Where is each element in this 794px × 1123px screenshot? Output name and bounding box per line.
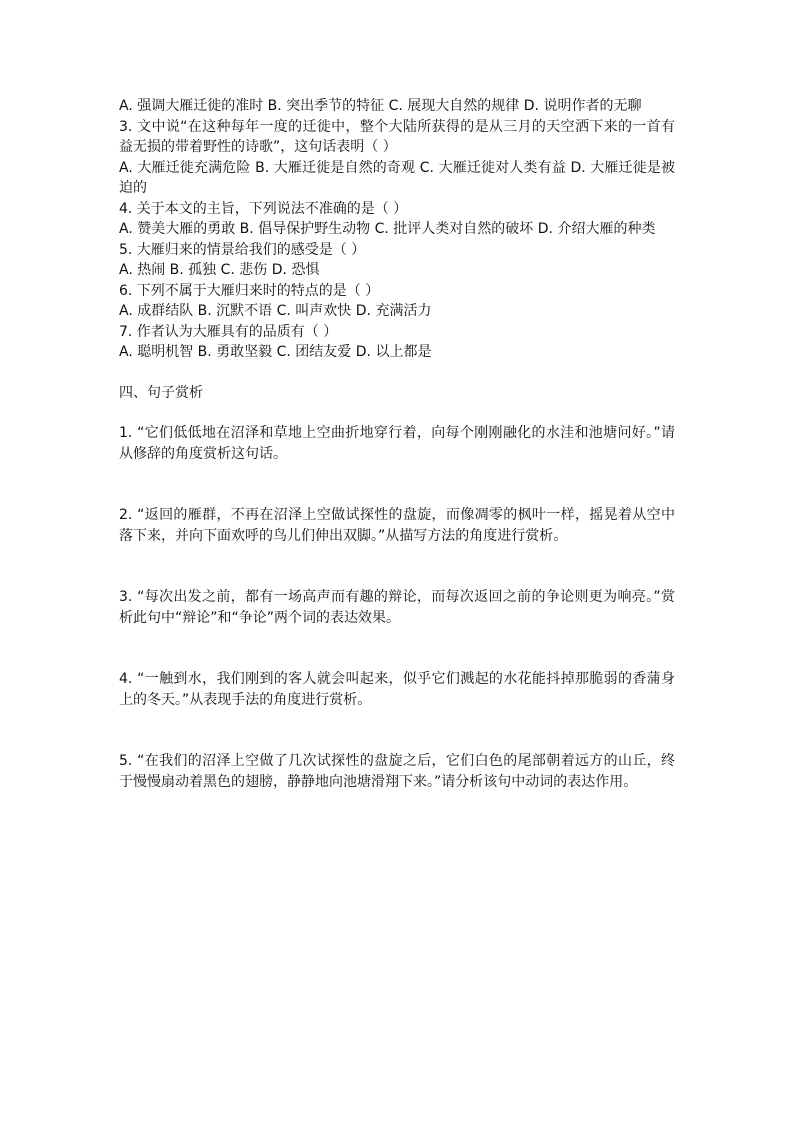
question-4-options: A. 赞美大雁的勇敢 B. 倡导保护野生动物 C. 批评人类对自然的破坏 D. 介绍大雁的种类	[119, 221, 656, 237]
sentence-question-2: 2. “返回的雁群，不再在沼泽上空做试探性的盘旋，而像凋零的枫叶一样，摇晃着从空中落下来，并向下面欢呼的鸟儿们伸出双脚。”从描写方法的角度进行赏析。	[119, 507, 675, 544]
question-3-options: A. 大雁迁徙充满危险 B. 大雁迁徙是自然的奇观 C. 大雁迁徙对人类有益 D. 大雁迁徙是被迫的	[119, 159, 675, 196]
answer-space-1	[119, 464, 675, 505]
question-6-stem: 6. 下列不属于大雁归来时的特点的是（ ）	[119, 282, 380, 299]
worksheet-page	[119, 96, 675, 792]
question-7-stem: 7. 作者认为大雁具有的品质有（ ）	[119, 323, 338, 340]
section-4-title: 四、句子赏析	[119, 384, 203, 401]
question-6-options: A. 成群结队 B. 沉默不语 C. 叫声欢快 D. 充满活力	[119, 303, 432, 319]
question-5-options: A. 热闹 B. 孤独 C. 悲伤 D. 恐惧	[119, 262, 320, 278]
sentence-question-3: 3. “每次出发之前，都有一场高声而有趣的辩论，而每次返回之前的争论则更为响亮。”赏析此句中“辩论”和“争论”两个词的表达效果。	[119, 589, 675, 626]
answer-space-3	[119, 628, 675, 669]
question-5-stem: 5. 大雁归来的情景给我们的感受是（ ）	[119, 241, 366, 258]
sentence-question-1: 1. “它们低低地在沼泽和草地上空曲折地穿行着，向每个刚刚融化的水洼和池塘问好。”请从修辞的角度赏析这句话。	[119, 425, 675, 462]
question-4-stem: 4. 关于本文的主旨，下列说法不准确的是（ ）	[119, 200, 408, 217]
question-3-stem: 3. 文中说“在这种每年一度的迁徙中，整个大陆所获得的是从三月的天空洒下来的一首有益无损的带着野性的诗歌”，这句话表明（ ）	[119, 118, 675, 155]
question-2-options: A. 强调大雁迁徙的准时 B. 突出季节的特征 C. 展现大自然的规律 D. 说明作者的无聊	[119, 98, 642, 114]
answer-gap	[119, 403, 675, 423]
answer-space-4	[119, 710, 675, 751]
sentence-question-5: 5. “在我们的沼泽上空做了几次试探性的盘旋之后，它们白色的尾部朝着远方的山丘，终于慢慢扇动着黑色的翅膀，静静地向池塘滑翔下来。”请分析该句中动词的表达作用。	[119, 753, 675, 790]
sentence-question-4: 4. “一触到水，我们刚到的客人就会叫起来，似乎它们溅起的水花能抖掉那脆弱的香蒲身上的冬天。”从表现手法的角度进行赏析。	[119, 671, 675, 708]
question-7-options: A. 聪明机智 B. 勇敢坚毅 C. 团结友爱 D. 以上都是	[119, 344, 432, 360]
answer-space-2	[119, 546, 675, 587]
